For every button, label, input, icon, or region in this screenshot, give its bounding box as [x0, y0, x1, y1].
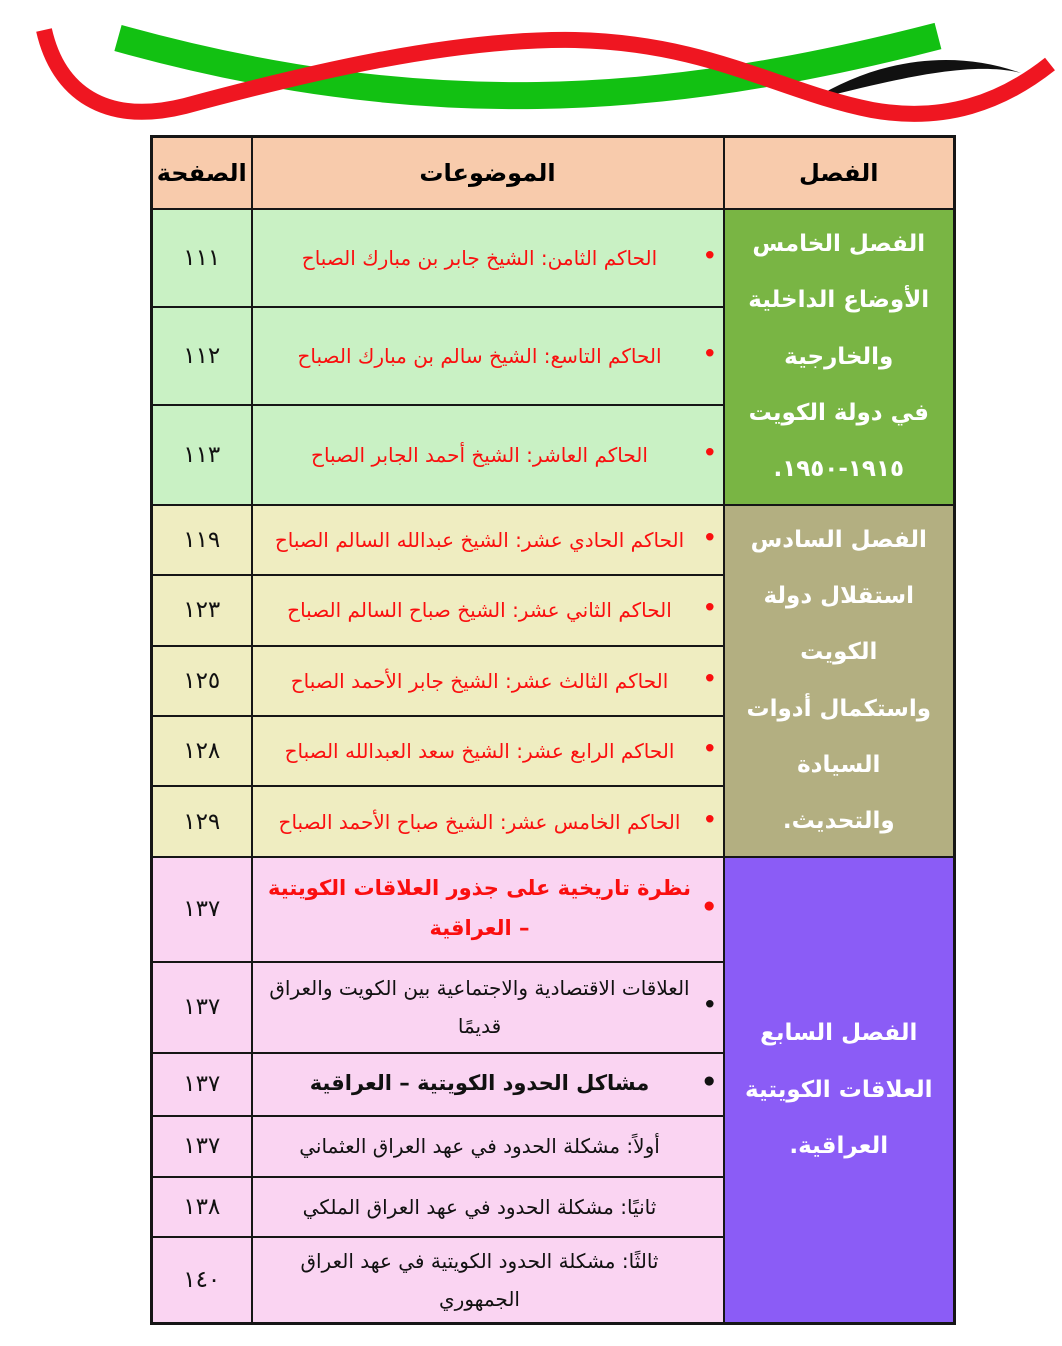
bullet-icon: •: [702, 523, 718, 554]
toc-row: [152, 857, 955, 962]
topic-cell: [252, 575, 724, 645]
topic-cell: [252, 307, 724, 405]
toc-row: [152, 505, 955, 575]
chapter-title-line: الفصل الخامس: [752, 231, 926, 257]
page-column-header: الصفحة: [152, 137, 252, 210]
page-number: ١٣٧: [152, 857, 252, 962]
page-number: ١٢٣: [152, 575, 252, 645]
chapter-title-line: الفصل السابع: [760, 1020, 918, 1047]
chapter-cell: [724, 505, 955, 857]
topics-column-header: الموضوعات: [252, 137, 724, 210]
bullet-icon: •: [702, 734, 718, 765]
topic-text: الحاكم الحادي عشر: الشيخ عبدالله السالم الصباح: [274, 527, 685, 552]
page-number: ١٣٧: [152, 1116, 252, 1177]
bullet-icon: •: [702, 664, 718, 695]
page-number: ١٢٨: [152, 716, 252, 786]
topic-text: ثانيًا: مشكلة الحدود في عهد العراق الملكي: [302, 1194, 657, 1219]
page-number: ١٤٠: [152, 1237, 252, 1324]
topic-cell: [252, 1177, 724, 1237]
topic-cell: [252, 209, 724, 307]
bullet-icon: •: [702, 241, 718, 272]
page-number: ١٢٩: [152, 786, 252, 856]
chapter-title-line: العلاقات الكويتية العراقية.: [745, 1076, 933, 1159]
chapter-title-line: الأوضاع الداخلية: [748, 287, 930, 314]
topic-cell: [252, 646, 724, 716]
topic-text: الحاكم التاسع: الشيخ سالم بن مبارك الصباح: [297, 343, 662, 368]
topic-text: الحاكم الثامن: الشيخ جابر بن مبارك الصباح: [301, 245, 658, 270]
bullet-icon: •: [702, 438, 718, 469]
page-number: ١٣٧: [152, 962, 252, 1053]
topic-text: الحاكم الرابع عشر: الشيخ سعد العبدالله الصباح: [284, 739, 675, 764]
topic-cell: [252, 786, 724, 856]
page-number: ١١٩: [152, 505, 252, 575]
page-number: ١٣٧: [152, 1053, 252, 1116]
chapter-title-line: استقلال دولة الكويت: [763, 583, 915, 666]
topic-text: نظرة تاريخية على جذور العلاقات الكويتية – العراقية: [268, 876, 691, 941]
topic-cell: [252, 962, 724, 1053]
decorative-ribbon: [0, 0, 1062, 132]
topic-text: الحاكم الثالث عشر: الشيخ جابر الأحمد الصباح: [290, 668, 669, 693]
topic-text: الحاكم الخامس عشر: الشيخ صباح الأحمد الصباح: [278, 809, 681, 834]
bullet-icon: •: [702, 593, 718, 624]
topic-cell: [252, 505, 724, 575]
page-number: ١١٣: [152, 405, 252, 505]
chapter-title-line: ١٩١٥-١٩٥٠.: [773, 456, 905, 483]
chapter-title-line: والتحديث.: [782, 808, 895, 835]
topic-cell: [252, 1053, 724, 1116]
topic-text: العلاقات الاقتصادية والاجتماعية بين الكويت والعراق قديمًا: [269, 976, 690, 1039]
page-number: ١٢٥: [152, 646, 252, 716]
bullet-icon: •: [700, 892, 718, 923]
chapter-column-header: الفصل: [724, 137, 955, 210]
bullet-icon: •: [702, 990, 718, 1021]
bullet-icon: •: [700, 1067, 718, 1098]
page-number: ١١١: [152, 209, 252, 307]
topic-cell: [252, 716, 724, 786]
chapter-title-line: واستكمال أدوات السيادة: [746, 695, 932, 779]
topic-text: مشاكل الحدود الكويتية – العراقية: [309, 1071, 650, 1096]
topic-text: ثالثًا: مشكلة الحدود الكويتية في عهد العراق الجمهوري: [300, 1248, 659, 1311]
bullet-icon: •: [702, 339, 718, 370]
topic-text: الحاكم الثاني عشر: الشيخ صباح السالم الصباح: [287, 598, 672, 623]
chapter-cell: [724, 857, 955, 1324]
topic-text: الحاكم العاشر: الشيخ أحمد الجابر الصباح: [311, 442, 648, 467]
topic-cell: [252, 857, 724, 962]
toc-row: [152, 209, 955, 307]
chapter-cell: [724, 209, 955, 505]
header-row: [152, 137, 955, 210]
page-number: ١٣٨: [152, 1177, 252, 1237]
topic-cell: [252, 1116, 724, 1177]
chapter-title-line: الفصل السادس: [750, 526, 927, 553]
topic-text: أولاً: مشكلة الحدود في عهد العراق العثماني: [299, 1134, 660, 1159]
chapter-title-line: في دولة الكويت: [748, 400, 929, 427]
page-number: ١١٢: [152, 307, 252, 405]
bullet-icon: •: [702, 805, 718, 836]
chapter-title-line: والخارجية: [784, 343, 894, 370]
topic-cell: [252, 1237, 724, 1324]
toc-table: [150, 135, 956, 1325]
topic-cell: [252, 405, 724, 505]
